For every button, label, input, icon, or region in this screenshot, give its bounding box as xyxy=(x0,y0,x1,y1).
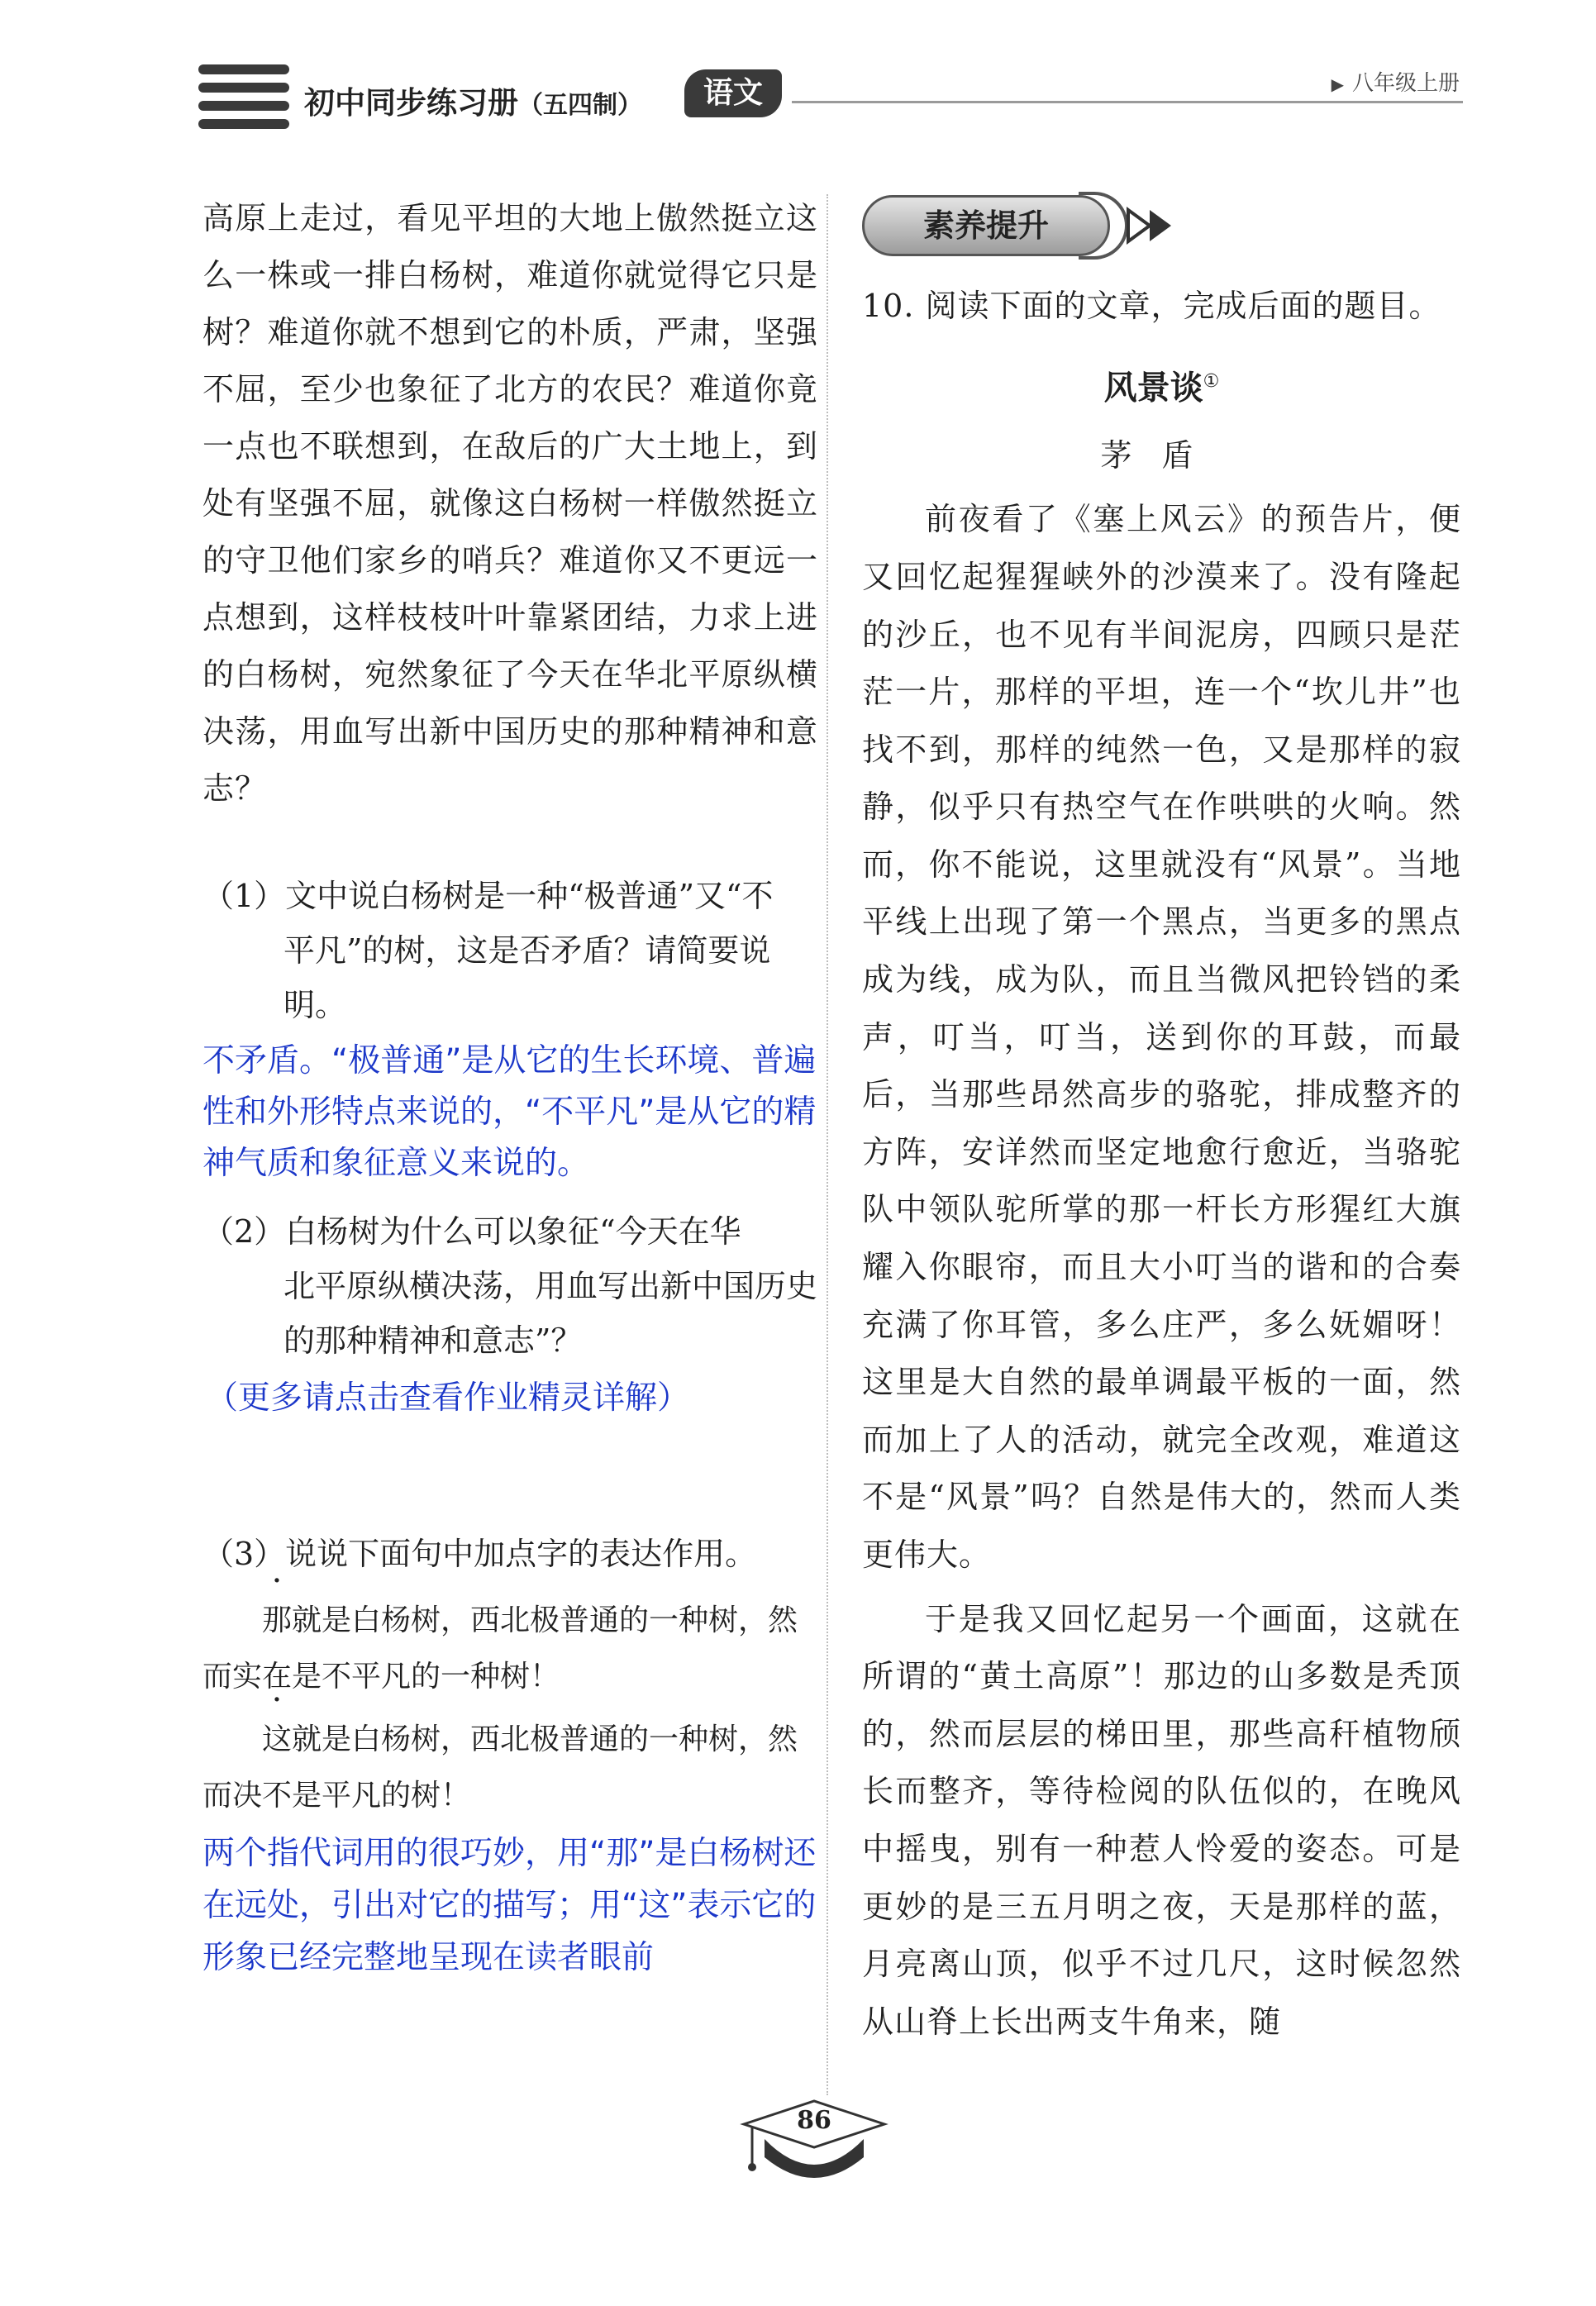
grade-label xyxy=(1332,66,1460,97)
example-sentence-1 xyxy=(202,1593,818,1705)
page-footer xyxy=(727,2099,901,2199)
subject-badge: 语文 xyxy=(684,69,782,117)
edition-text: （五四制） xyxy=(518,91,642,120)
header-rule xyxy=(792,101,1463,103)
section-badge xyxy=(862,195,1176,258)
answer-3: 两个指代词用的很巧妙，用“那”是白杨树还在远处，引出对它的描写；用“这”表示它的形象已经完整地呈现在读者眼前 xyxy=(202,1835,817,1976)
example-1-rest: 就是白杨树，西北极普通的一种树，然而实在是不平凡的一种树！ xyxy=(202,1603,798,1694)
column-divider xyxy=(827,194,828,2095)
question-1 xyxy=(202,869,818,1032)
page-header xyxy=(198,60,1463,134)
article-author: 茅盾 xyxy=(1100,437,1223,474)
example-2-rest: 就是白杨树，西北极普通的一种树，然而决不是平凡的树！ xyxy=(202,1722,798,1813)
footnote-mark: ① xyxy=(1203,371,1220,392)
question-2 xyxy=(202,1204,818,1368)
badge-arc xyxy=(1079,192,1128,260)
article-paragraph-1: 前夜看了《塞上风云》的预告片，便又回忆起猩猩峡外的沙漠来了。没有隆起的沙丘，也不见有半间泥房，四顾只是茫茫一片，那样的平坦，连一个“坎儿井”也找不到，那样的纯然一色，又是那样的寂静，似乎只有热空气在作哄哄的火响。然而，你不能说，这里就没有“风景”。当地平线上出现了第一个黑点，当更多的黑点成为线，成为队，而且当微风把铃铛的柔声，叮当，叮当，送到你的耳鼓，而最后，当那些昂然高步的骆驼，排成整齐的方阵，安详然而坚定地愈行愈近，当骆驼队中领队驼所掌的那一杆长方形猩红大旗耀入你眼帘，而且大小叮当的谐和的合奏充满了你耳管，多么庄严，多么妩媚呀！这里是大自然的最单调最平板的一面，然而加上了人的活动，就完全改观，难道这不是“风景”吗？自然是伟大的，然而人类更伟大。 xyxy=(862,501,1461,1574)
dotted-char-zhe: 这 xyxy=(262,1722,293,1756)
question-1-cont: 平凡”的树，这是否矛盾？请简要说明。 xyxy=(283,932,771,1023)
question-10: 10. 阅读下面的文章，完成后面的题目。 xyxy=(862,288,1441,324)
answer-1: 不矛盾。“极普通”是从它的生长环境、普遍性和外形特点来说的，“不平凡”是从它的精神气质和象征意义来说的。 xyxy=(202,1042,817,1182)
question-2-cont: 北平原纵横决荡，用血写出新中国历史的那种精神和意志”？ xyxy=(283,1268,818,1359)
passage-paragraph: 高原上走过，看见平坦的大地上傲然挺立这么一株或一排白杨树，难道你就觉得它只是树？难道你就不想到它的朴质，严肃，坚强不屈，至少也象征了北方的农民？难道你竟一点也不联想到，在敌后的广大土地上，到处有坚强不屈，就像这白杨树一样傲然挺立的守卫他们家乡的哨兵？难道你又不更远一点想到，这样枝枝叶叶靠紧团结，力求上进的白杨树，宛然象征了今天在华北平原纵横决荡，用血写出新中国历史的那种精神和意志？ xyxy=(202,200,818,807)
question-2-label: （2）白杨树为什么可以象征“今天在华 xyxy=(202,1213,741,1250)
right-column xyxy=(862,190,1461,2051)
book-title xyxy=(304,78,642,122)
header-stripes-icon xyxy=(198,64,289,129)
question-3-label: （3）说说下面句中加点字的表达作用。 xyxy=(202,1536,757,1572)
grade-text: 八年级上册 xyxy=(1351,71,1460,96)
question-1-label: （1）文中说白杨树是一种“极普通”又“不 xyxy=(202,878,774,914)
dotted-char-na: 那 xyxy=(262,1603,293,1637)
article-body xyxy=(862,491,1461,2051)
detail-link[interactable]: （更多请点击查看作业精灵详解） xyxy=(206,1379,690,1417)
book-title-text: 初中同步练习册 xyxy=(304,84,518,121)
triangle-right-icon: ▶ xyxy=(1331,74,1344,94)
question-3 xyxy=(202,1527,818,1581)
double-arrow-icon xyxy=(1125,205,1178,246)
article-paragraph-2: 于是我又回忆起另一个画面，这就在所谓的“黄土高原”！那边的山多数是秃顶的，然而层层的梯田里，那些高秆植物颀长而整齐，等待检阅的队伍似的，在晚风中摇曳，别有一种惹人怜爱的姿态。可是更妙的是三五月明之夜，天是那样的蓝，月亮离山顶，似乎不过几尺，这时候忽然从山脊上长出两支牛角来，随 xyxy=(862,1600,1461,2040)
example-sentence-2 xyxy=(202,1712,818,1824)
article-title xyxy=(862,353,1461,417)
page-number: 86 xyxy=(797,2106,831,2135)
left-column xyxy=(202,190,818,1984)
article-title-text: 风景谈 xyxy=(1103,369,1203,407)
section-badge-label: 素养提升 xyxy=(862,195,1110,256)
passage-continuation xyxy=(202,190,818,817)
